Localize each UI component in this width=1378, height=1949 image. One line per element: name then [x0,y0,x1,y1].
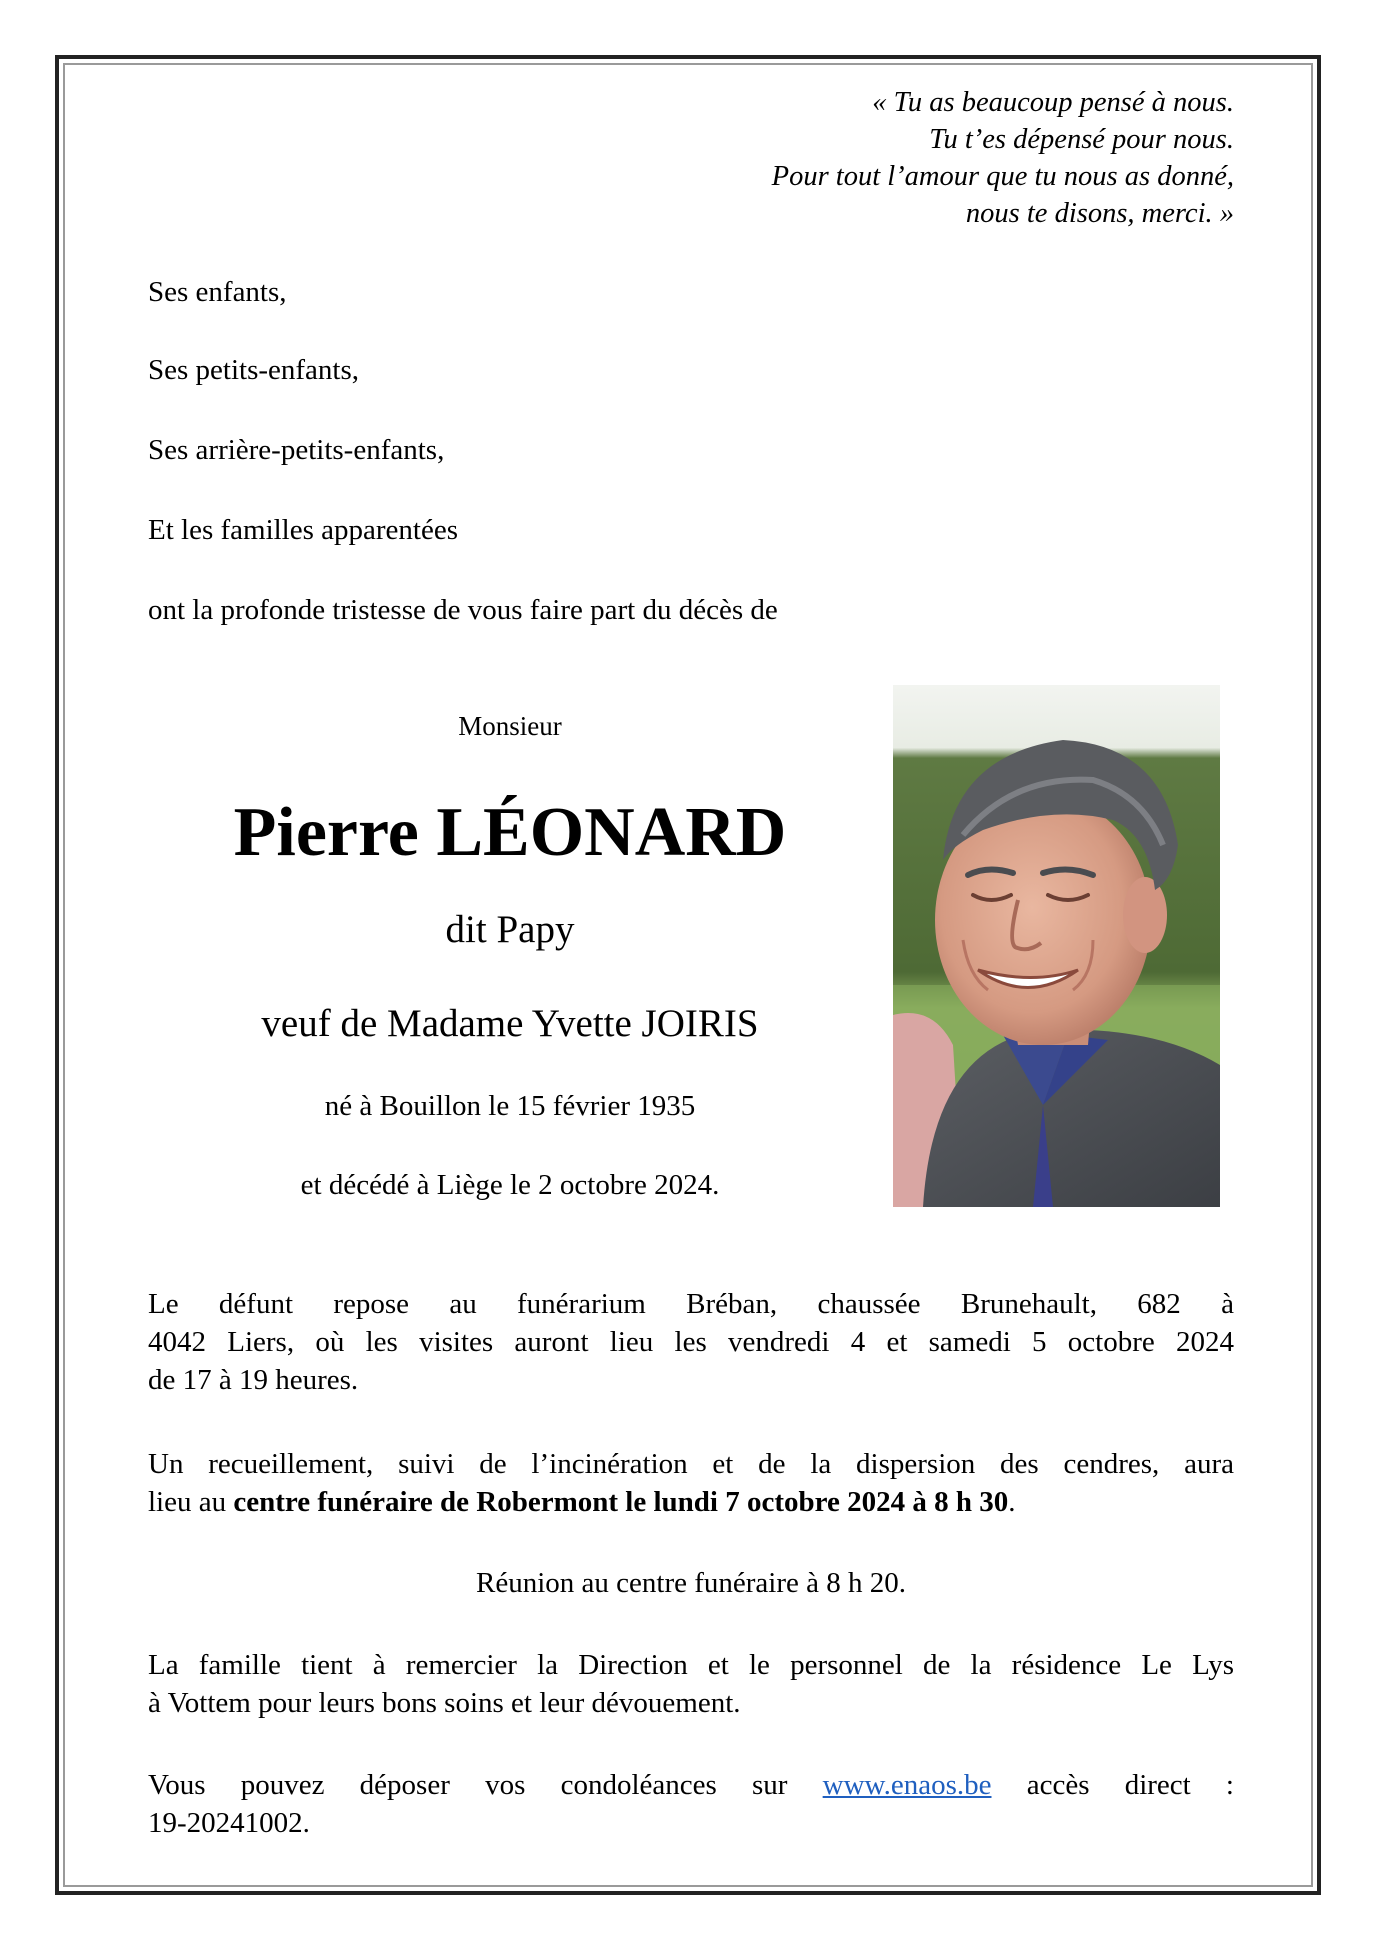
repose-line: de 17 à 19 heures. [148,1364,359,1396]
deceased-name: Pierre LÉONARD [233,794,787,871]
repose-line: Le défunt repose au funérarium Bréban, chaussée Brunehault, 682 à [148,1288,1234,1320]
epigraph-line: « Tu as beaucoup pensé à nous. [872,87,1234,118]
ceremony-prefix: lieu au [148,1486,234,1518]
deceased-spouse: veuf de Madame Yvette JOIRIS [261,1002,759,1045]
thanks-line: à Vottem pour leurs bons soins et leur dévouement. [148,1687,741,1719]
deceased-title: Monsieur [458,711,562,741]
deceased-birth: né à Bouillon le 15 février 1935 [324,1090,696,1122]
deceased-portrait-photo [893,685,1220,1207]
thanks-line: La famille tient à remercier la Direction et le personnel de la résidence Le Lys [148,1649,1234,1681]
condolences-link[interactable]: www.enaos.be [822,1769,992,1801]
ceremony-suffix: . [1008,1486,1016,1518]
family-children: Ses enfants, [148,276,287,308]
condolences-suffix: accès direct : [991,1769,1234,1801]
condolences-line [148,1766,1234,1804]
epigraph-line: Pour tout l’amour que tu nous as donné, [771,161,1234,192]
family-relatives: Et les familles apparentées [148,514,459,546]
family-grandchildren: Ses petits-enfants, [148,354,360,386]
announcement-sentence: ont la profonde tristesse de vous faire part du décès de [148,594,778,626]
epigraph-quote [560,84,1234,232]
ceremony-paragraph [148,1445,1234,1521]
ceremony-line: Un recueillement, suivi de l’incinération et de la dispersion des cendres, aura [148,1448,1234,1480]
deceased-death: et décédé à Liège le 2 octobre 2024. [300,1169,720,1201]
condolences-code: 19-20241002. [148,1807,310,1839]
epigraph-line: nous te disons, merci. » [965,198,1234,229]
deceased-nickname: dit Papy [445,908,575,951]
ceremony-location-time: centre funéraire de Robermont le lundi 7 octobre 2024 à 8 h 30 [233,1486,1009,1518]
repose-line: 4042 Liers, où les visites auront lieu les vendredi 4 et samedi 5 octobre 2024 [148,1326,1234,1358]
epigraph-line: Tu t’es dépensé pour nous. [929,124,1234,155]
thanks-paragraph [148,1646,1234,1722]
meeting-notice: Réunion au centre funéraire à 8 h 20. [476,1567,906,1599]
repose-paragraph [148,1285,1234,1399]
condolences-prefix: Vous pouvez déposer vos condoléances sur [148,1769,823,1801]
ceremony-line [148,1483,1234,1521]
condolences-paragraph [148,1766,1234,1842]
family-great-grandchildren: Ses arrière-petits-enfants, [148,434,445,466]
